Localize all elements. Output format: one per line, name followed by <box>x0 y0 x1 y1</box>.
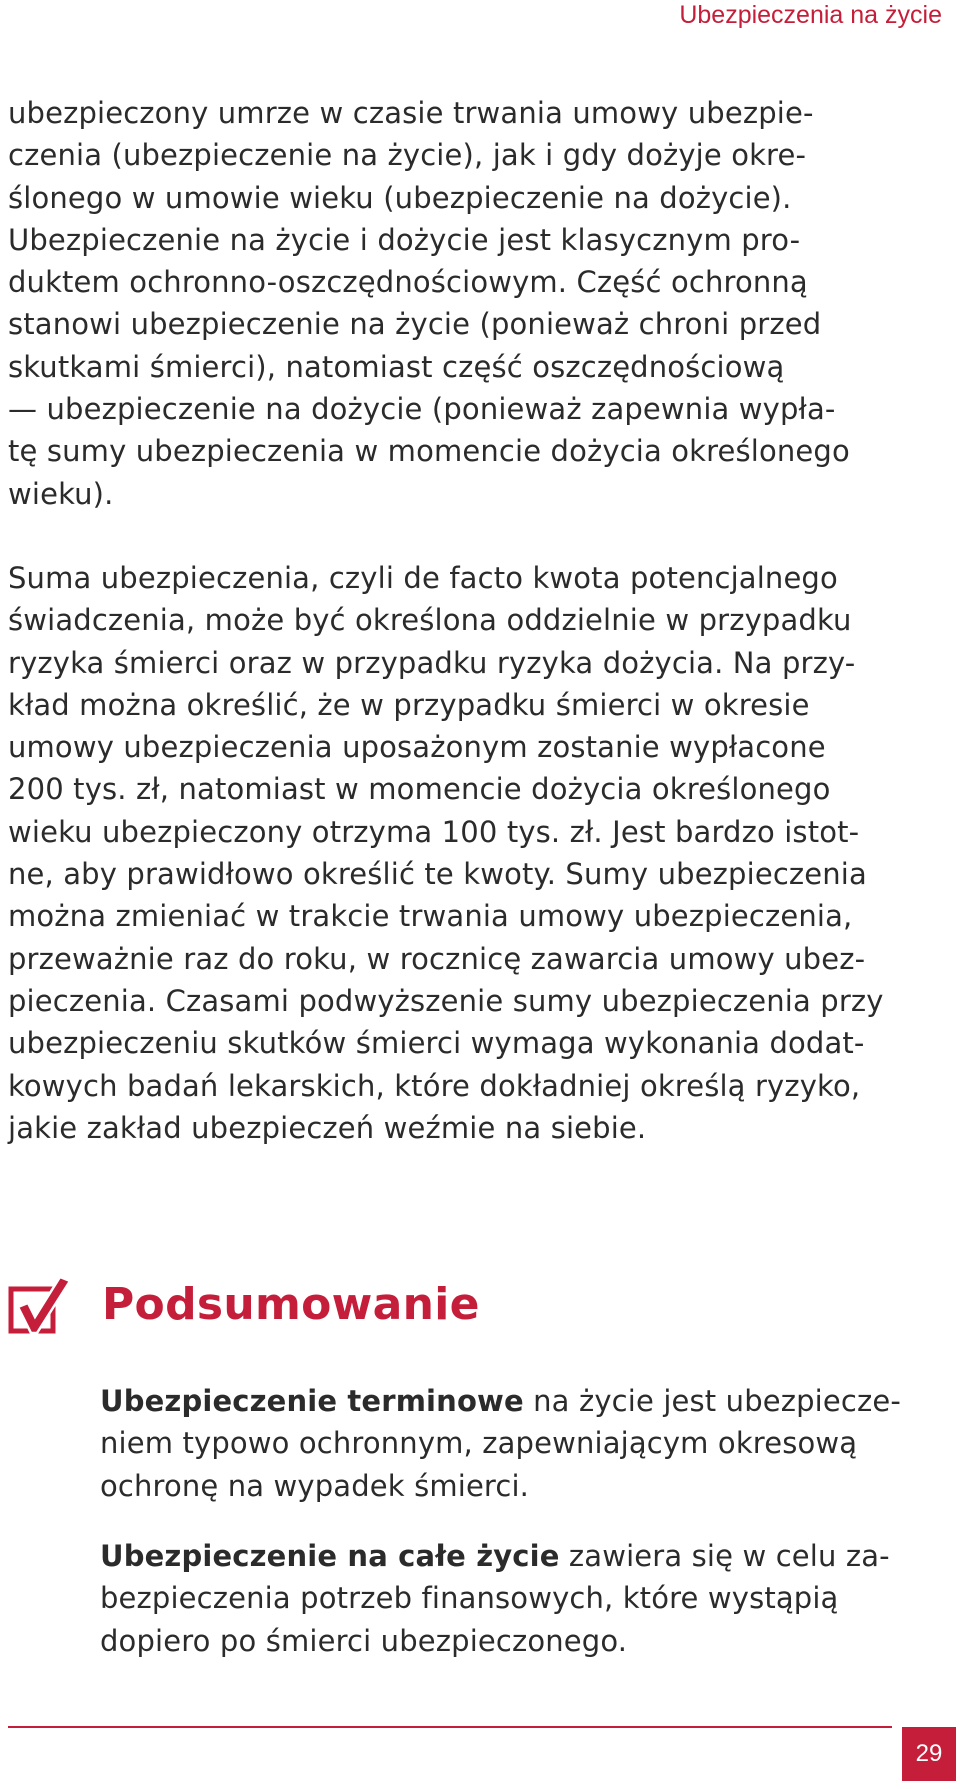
summary-item-1-lead: Ubezpieczenie terminowe <box>100 1384 524 1418</box>
body-paragraph-1: ubezpieczony umrze w czasie trwania umowy ubezpie- czenia (ubezpieczenie na życie), jak i gdy dożyje okre- ślonego w umowie wieku (ubezpieczenie na dożycie). Ubezpieczenie na życie i dożycie jest klasycznym pro- duktem ochronno-oszczędnościowym. Część ochronną stanowi ubezpieczenie na życie (ponieważ chroni przed skutkami śmierci), natomiast część oszczędnościową — ubezpieczenie na dożycie (ponieważ zapewnia wypła- tę sumy ubezpieczenia w momencie dożycia określonego wieku). <box>8 96 850 511</box>
summary-item-2-lead: Ubezpieczenie na całe życie <box>100 1539 560 1573</box>
summary-item-1-text: na życie jest ubezpiecze- niem typowo ochronnym, zapewniającym okresową ochronę na wypadek śmierci. <box>100 1384 901 1503</box>
page-number: 29 <box>902 1727 956 1781</box>
footer-rule <box>8 1726 892 1728</box>
running-header-topic: na życie <box>850 1 942 29</box>
summary-item-1 <box>100 1380 950 1507</box>
summary-title: Podsumowanie <box>102 1279 480 1330</box>
checkbox-check-icon <box>8 1273 72 1337</box>
running-header-section: Ubezpieczenia <box>679 1 844 29</box>
summary-item-2 <box>100 1535 950 1662</box>
summary-heading <box>8 1270 480 1340</box>
running-header <box>679 0 942 30</box>
body-paragraph-2: Suma ubezpieczenia, czyli de facto kwota potencjalnego świadczenia, może być określona oddzielnie w przypadku ryzyka śmierci oraz w przypadku ryzyka dożycia. Na przy- kład można określić, że w przypadku śmierci w okresie umowy ubezpieczenia uposażonym zostanie wypłacone 200 tys. zł, natomiast w momencie dożycia określonego wieku ubezpieczony otrzyma 100 tys. zł. Jest bardzo istot- ne, aby prawidłowo określić te kwoty. Sumy ubezpieczenia można zmieniać w trakcie trwania umowy ubezpieczenia, przeważnie raz do roku, w rocznicę zawarcia umowy ubez- pieczenia. Czasami podwyższenie sumy ubezpieczenia przy ubezpieczeniu skutków śmierci wymaga wykonania dodat- kowych badań lekarskich, które dokładniej określą ryzyko, jakie zakład ubezpieczeń weźmie na siebie. <box>8 561 884 1145</box>
summary-item-2-text: zawiera się w celu za- bezpieczenia potrzeb finansowych, które wystąpią dopiero po śmierci ubezpieczonego. <box>100 1539 890 1658</box>
